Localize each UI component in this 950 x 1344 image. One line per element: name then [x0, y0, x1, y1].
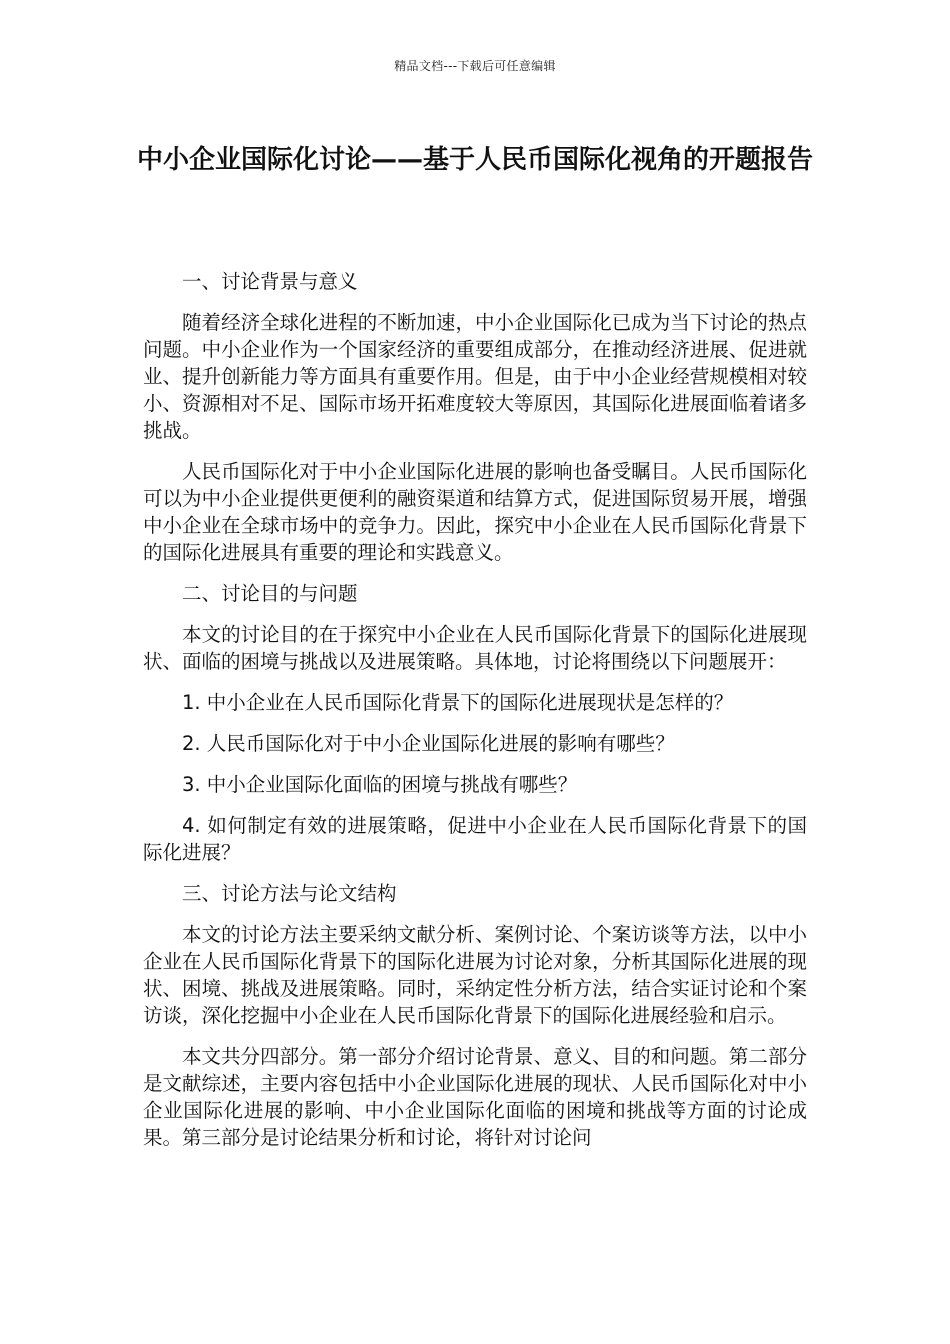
paragraph: 本文的讨论方法主要采纳文献分析、案例讨论、个案访谈等方法，以中小企业在人民币国际化背景下的国际化进展为讨论对象，分析其国际化进展的现状、困境、挑战及进展策略。同时，采纳定性分析方法，结合实证讨论和个案访谈，深化挖掘中小企业在人民币国际化背景下的国际化进展经验和启示。 [143, 923, 807, 1027]
question-item: 2. 人民币国际化对于中小企业国际化进展的影响有哪些？ [182, 732, 675, 755]
paragraph: 本文共分四部分。第一部分介绍讨论背景、意义、目的和问题。第二部分是文献综述，主要内容包括中小企业国际化进展的现状、人民币国际化对中小企业国际化进展的影响、中小企业国际化面临的困境和挑战等方面的讨论成果。第三部分是讨论结果分析和讨论，将针对讨论问 [143, 1045, 807, 1149]
paragraph: 随着经济全球化进程的不断加速，中小企业国际化已成为当下讨论的热点问题。中小企业作为一个国家经济的重要组成部分，在推动经济进展、促进就业、提升创新能力等方面具有重要作用。但是，由于中小企业经营规模相对较小、资源相对不足、国际市场开拓难度较大等原因，其国际化进展面临着诸多挑战。 [143, 311, 807, 442]
section-heading-background: 一、讨论背景与意义 [182, 270, 358, 293]
paragraph: 本文的讨论目的在于探究中小企业在人民币国际化背景下的国际化进展现状、面临的困境与挑战以及进展策略。具体地，讨论将围绕以下问题展开： [143, 623, 807, 673]
document-title: 中小企业国际化讨论——基于人民币国际化视角的开题报告 [136, 145, 813, 175]
document-body [143, 268, 807, 1165]
question-item: 4. 如何制定有效的进展策略，促进中小企业在人民币国际化背景下的国际化进展？ [143, 814, 807, 864]
question-item: 1. 中小企业在人民币国际化背景下的国际化进展现状是怎样的？ [182, 691, 734, 714]
header-note: 精品文档---下载后可任意编辑 [394, 59, 556, 73]
section-heading-methods: 三、讨论方法与论文结构 [182, 882, 397, 905]
question-item: 3. 中小企业国际化面临的困境与挑战有哪些？ [182, 773, 578, 796]
paragraph: 人民币国际化对于中小企业国际化进展的影响也备受瞩目。人民币国际化可以为中小企业提供更便利的融资渠道和结算方式，促进国际贸易开展，增强中小企业在全球市场中的竞争力。因此，探究中小企业在人民币国际化背景下的国际化进展具有重要的理论和实践意义。 [143, 460, 807, 564]
section-heading-purpose: 二、讨论目的与问题 [182, 582, 358, 605]
